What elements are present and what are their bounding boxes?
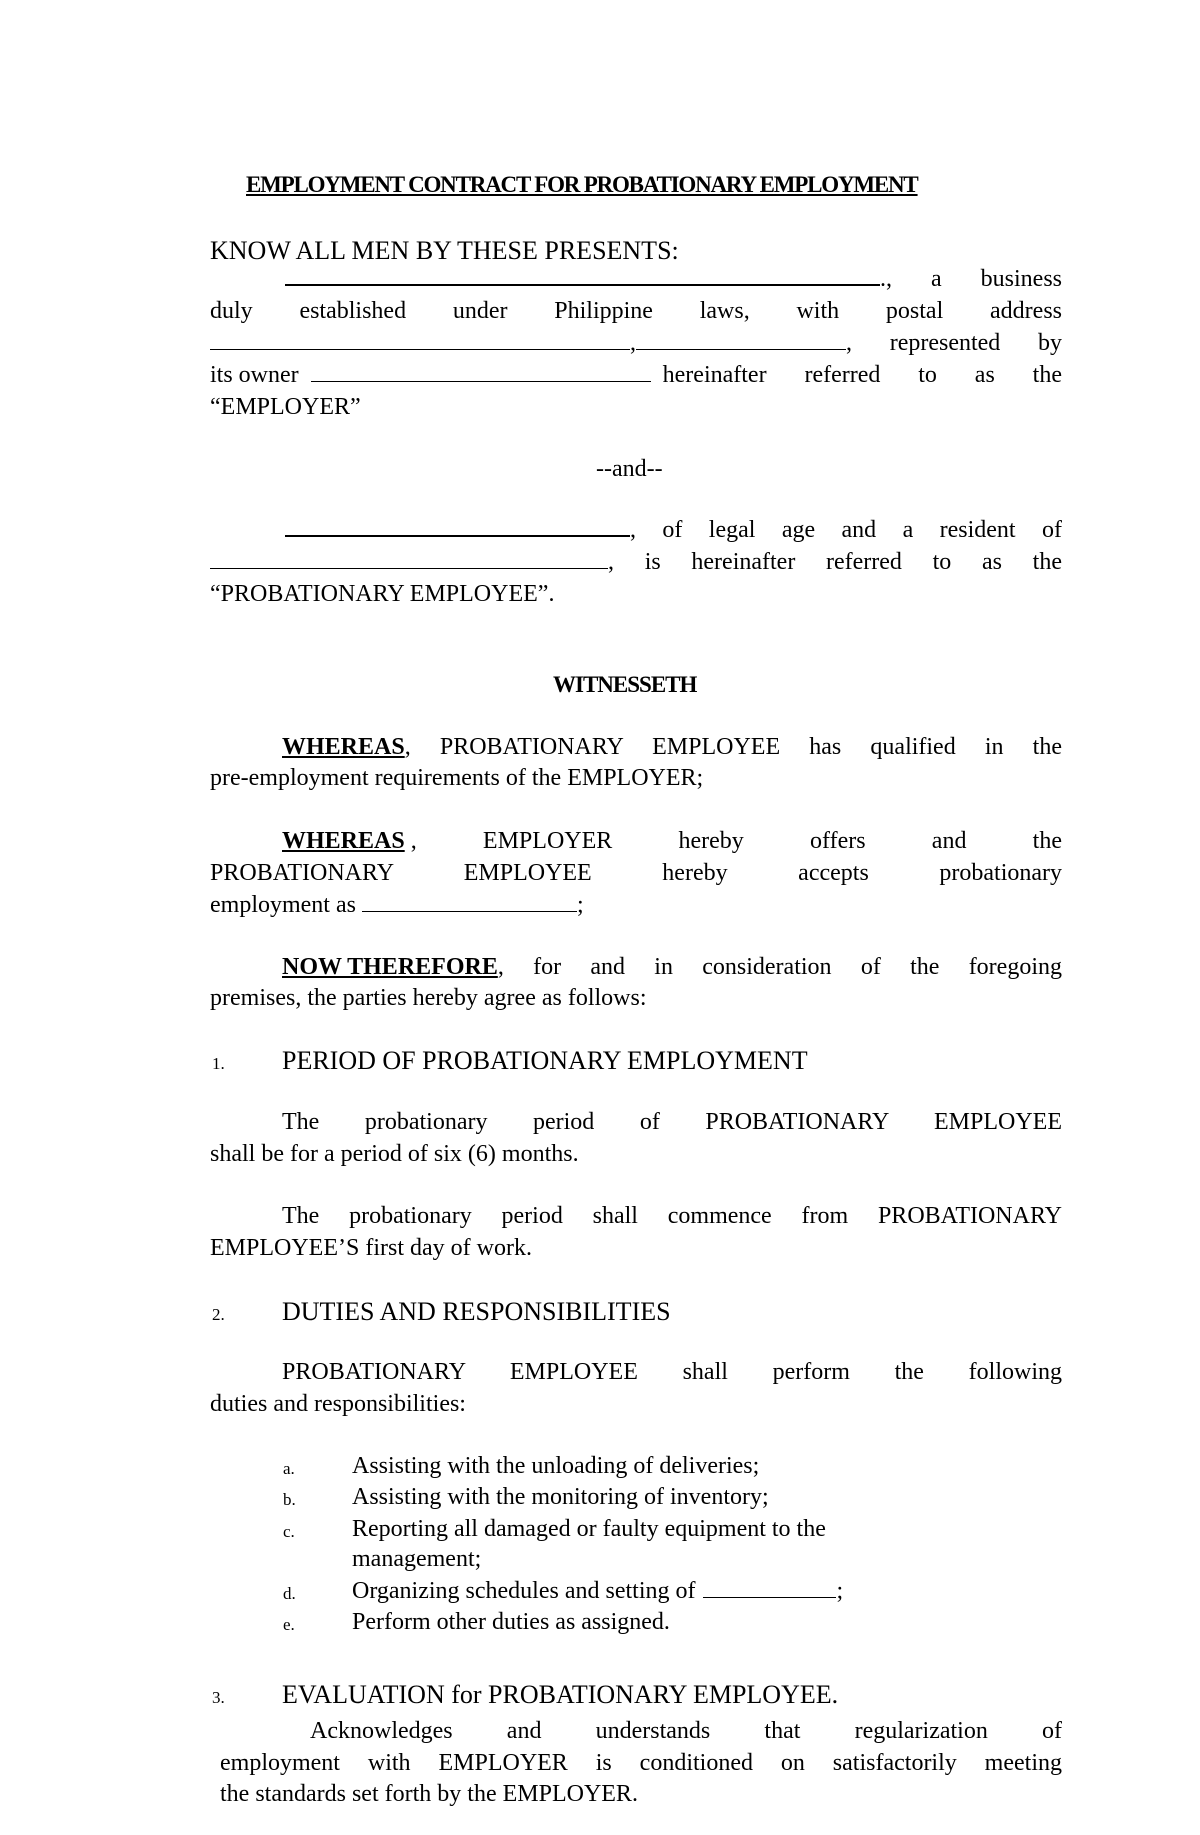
employer-line-3 — [210, 330, 1062, 357]
position-blank[interactable] — [362, 892, 577, 919]
duty-item-c: Reporting all damaged or faulty equipment to the — [352, 1516, 826, 1542]
intro-line: KNOW ALL MEN BY THESE PRESENTS: — [210, 236, 679, 265]
employee-line-2 — [210, 549, 1062, 576]
duty-item-a: Assisting with the unloading of deliveries; — [352, 1453, 760, 1479]
city-blank[interactable] — [636, 330, 846, 357]
duty-item-b: Assisting with the monitoring of inventory; — [352, 1484, 769, 1510]
duty-item-d — [352, 1578, 843, 1605]
section-3-p1-line-3: the standards set forth by the EMPLOYER. — [220, 1781, 638, 1807]
schedule-blank[interactable] — [703, 1578, 836, 1605]
whereas-2-line-2: PROBATIONARY EMPLOYEE hereby accepts probationary — [210, 860, 1062, 886]
section-3-p1-line-2: employment with EMPLOYER is conditioned on satisfactorily meeting — [220, 1750, 1062, 1776]
duty-item-d-text: Organizing schedules and setting of — [352, 1578, 696, 1604]
now-therefore-line-1 — [282, 954, 1062, 981]
whereas-2-lead: WHEREAS — [282, 828, 405, 854]
whereas-1-line-1-rest: , PROBATIONARY EMPLOYEE has qualified in the — [404, 734, 1062, 760]
employee-line-1-tail: , of legal age and a resident of — [630, 517, 1062, 543]
postal-address-blank[interactable] — [210, 330, 630, 357]
section-1-heading: PERIOD OF PROBATIONARY EMPLOYMENT — [282, 1046, 808, 1075]
and-separator: --and-- — [596, 456, 663, 482]
position-terminator: ; — [576, 892, 584, 918]
duty-marker-c: c. — [283, 1522, 295, 1541]
now-therefore-line-2: premises, the parties hereby agree as follows: — [210, 985, 647, 1011]
whereas-2-line-3 — [210, 892, 584, 919]
employer-line-1 — [285, 266, 1062, 293]
section-2-p1-line-1: PROBATIONARY EMPLOYEE shall perform the following — [282, 1359, 1062, 1385]
section-1-number: 1. — [212, 1054, 225, 1073]
employer-line-1-tail: ., a business — [880, 266, 1062, 292]
owner-label: its owner — [210, 362, 299, 388]
whereas-2-line-1 — [282, 828, 1062, 855]
section-1-p1-line-2: shall be for a period of six (6) months. — [210, 1141, 579, 1167]
duty-marker-b: b. — [283, 1490, 296, 1509]
section-2-number: 2. — [212, 1305, 225, 1324]
section-3-number: 3. — [212, 1688, 225, 1707]
duty-item-d-terminator: ; — [836, 1578, 844, 1604]
whereas-1-line-1 — [282, 734, 1062, 761]
section-2-p1-line-2: duties and responsibilities: — [210, 1391, 466, 1417]
now-therefore-line-1-rest: , for and in consideration of the foregoing — [497, 954, 1062, 980]
employer-line-4-tail: hereinafter referred to as the — [662, 362, 1062, 388]
section-1-p2-line-2: EMPLOYEE’S first day of work. — [210, 1235, 532, 1261]
now-therefore-lead: NOW THEREFORE — [282, 954, 498, 980]
duty-item-e: Perform other duties as assigned. — [352, 1609, 670, 1635]
duty-marker-d: d. — [283, 1584, 296, 1603]
employer-line-3-tail: , represented by — [846, 330, 1062, 356]
owner-name-blank[interactable] — [311, 362, 651, 389]
duty-marker-e: e. — [283, 1615, 295, 1634]
employee-line-2-tail: , is hereinafter referred to as the — [608, 549, 1062, 575]
witnesseth-heading: WITNESSETH — [553, 672, 697, 697]
duty-item-c-continued: management; — [352, 1546, 482, 1572]
whereas-2-line-1-rest: , EMPLOYER hereby offers and the — [410, 828, 1062, 854]
section-3-p1-line-1: Acknowledges and understands that regularization of — [310, 1718, 1062, 1744]
section-1-p2-line-1: The probationary period shall commence from PROBATIONARY — [282, 1203, 1062, 1229]
document-title: EMPLOYMENT CONTRACT FOR PROBATIONARY EMPLOYMENT — [246, 172, 918, 197]
employee-name-blank[interactable] — [285, 517, 630, 544]
residence-blank[interactable] — [210, 549, 608, 576]
employee-line-1 — [285, 517, 1062, 544]
employer-line-2: duly established under Philippine laws, with postal address — [210, 298, 1062, 324]
employer-line-4 — [210, 362, 1062, 389]
address-separator: , — [630, 330, 636, 356]
section-2-heading: DUTIES AND RESPONSIBILITIES — [282, 1297, 671, 1326]
section-1-p1-line-1: The probationary period of PROBATIONARY EMPLOYEE — [282, 1109, 1062, 1135]
whereas-1-line-2: pre-employment requirements of the EMPLOYER; — [210, 765, 704, 791]
whereas-1-lead: WHEREAS — [282, 734, 405, 760]
employment-as-label: employment as — [210, 892, 356, 918]
employer-designation: “EMPLOYER” — [210, 394, 361, 420]
section-3-heading: EVALUATION for PROBATIONARY EMPLOYEE. — [282, 1680, 839, 1709]
employee-designation: “PROBATIONARY EMPLOYEE”. — [210, 581, 555, 607]
duty-marker-a: a. — [283, 1459, 295, 1478]
employer-name-blank[interactable] — [285, 266, 880, 293]
